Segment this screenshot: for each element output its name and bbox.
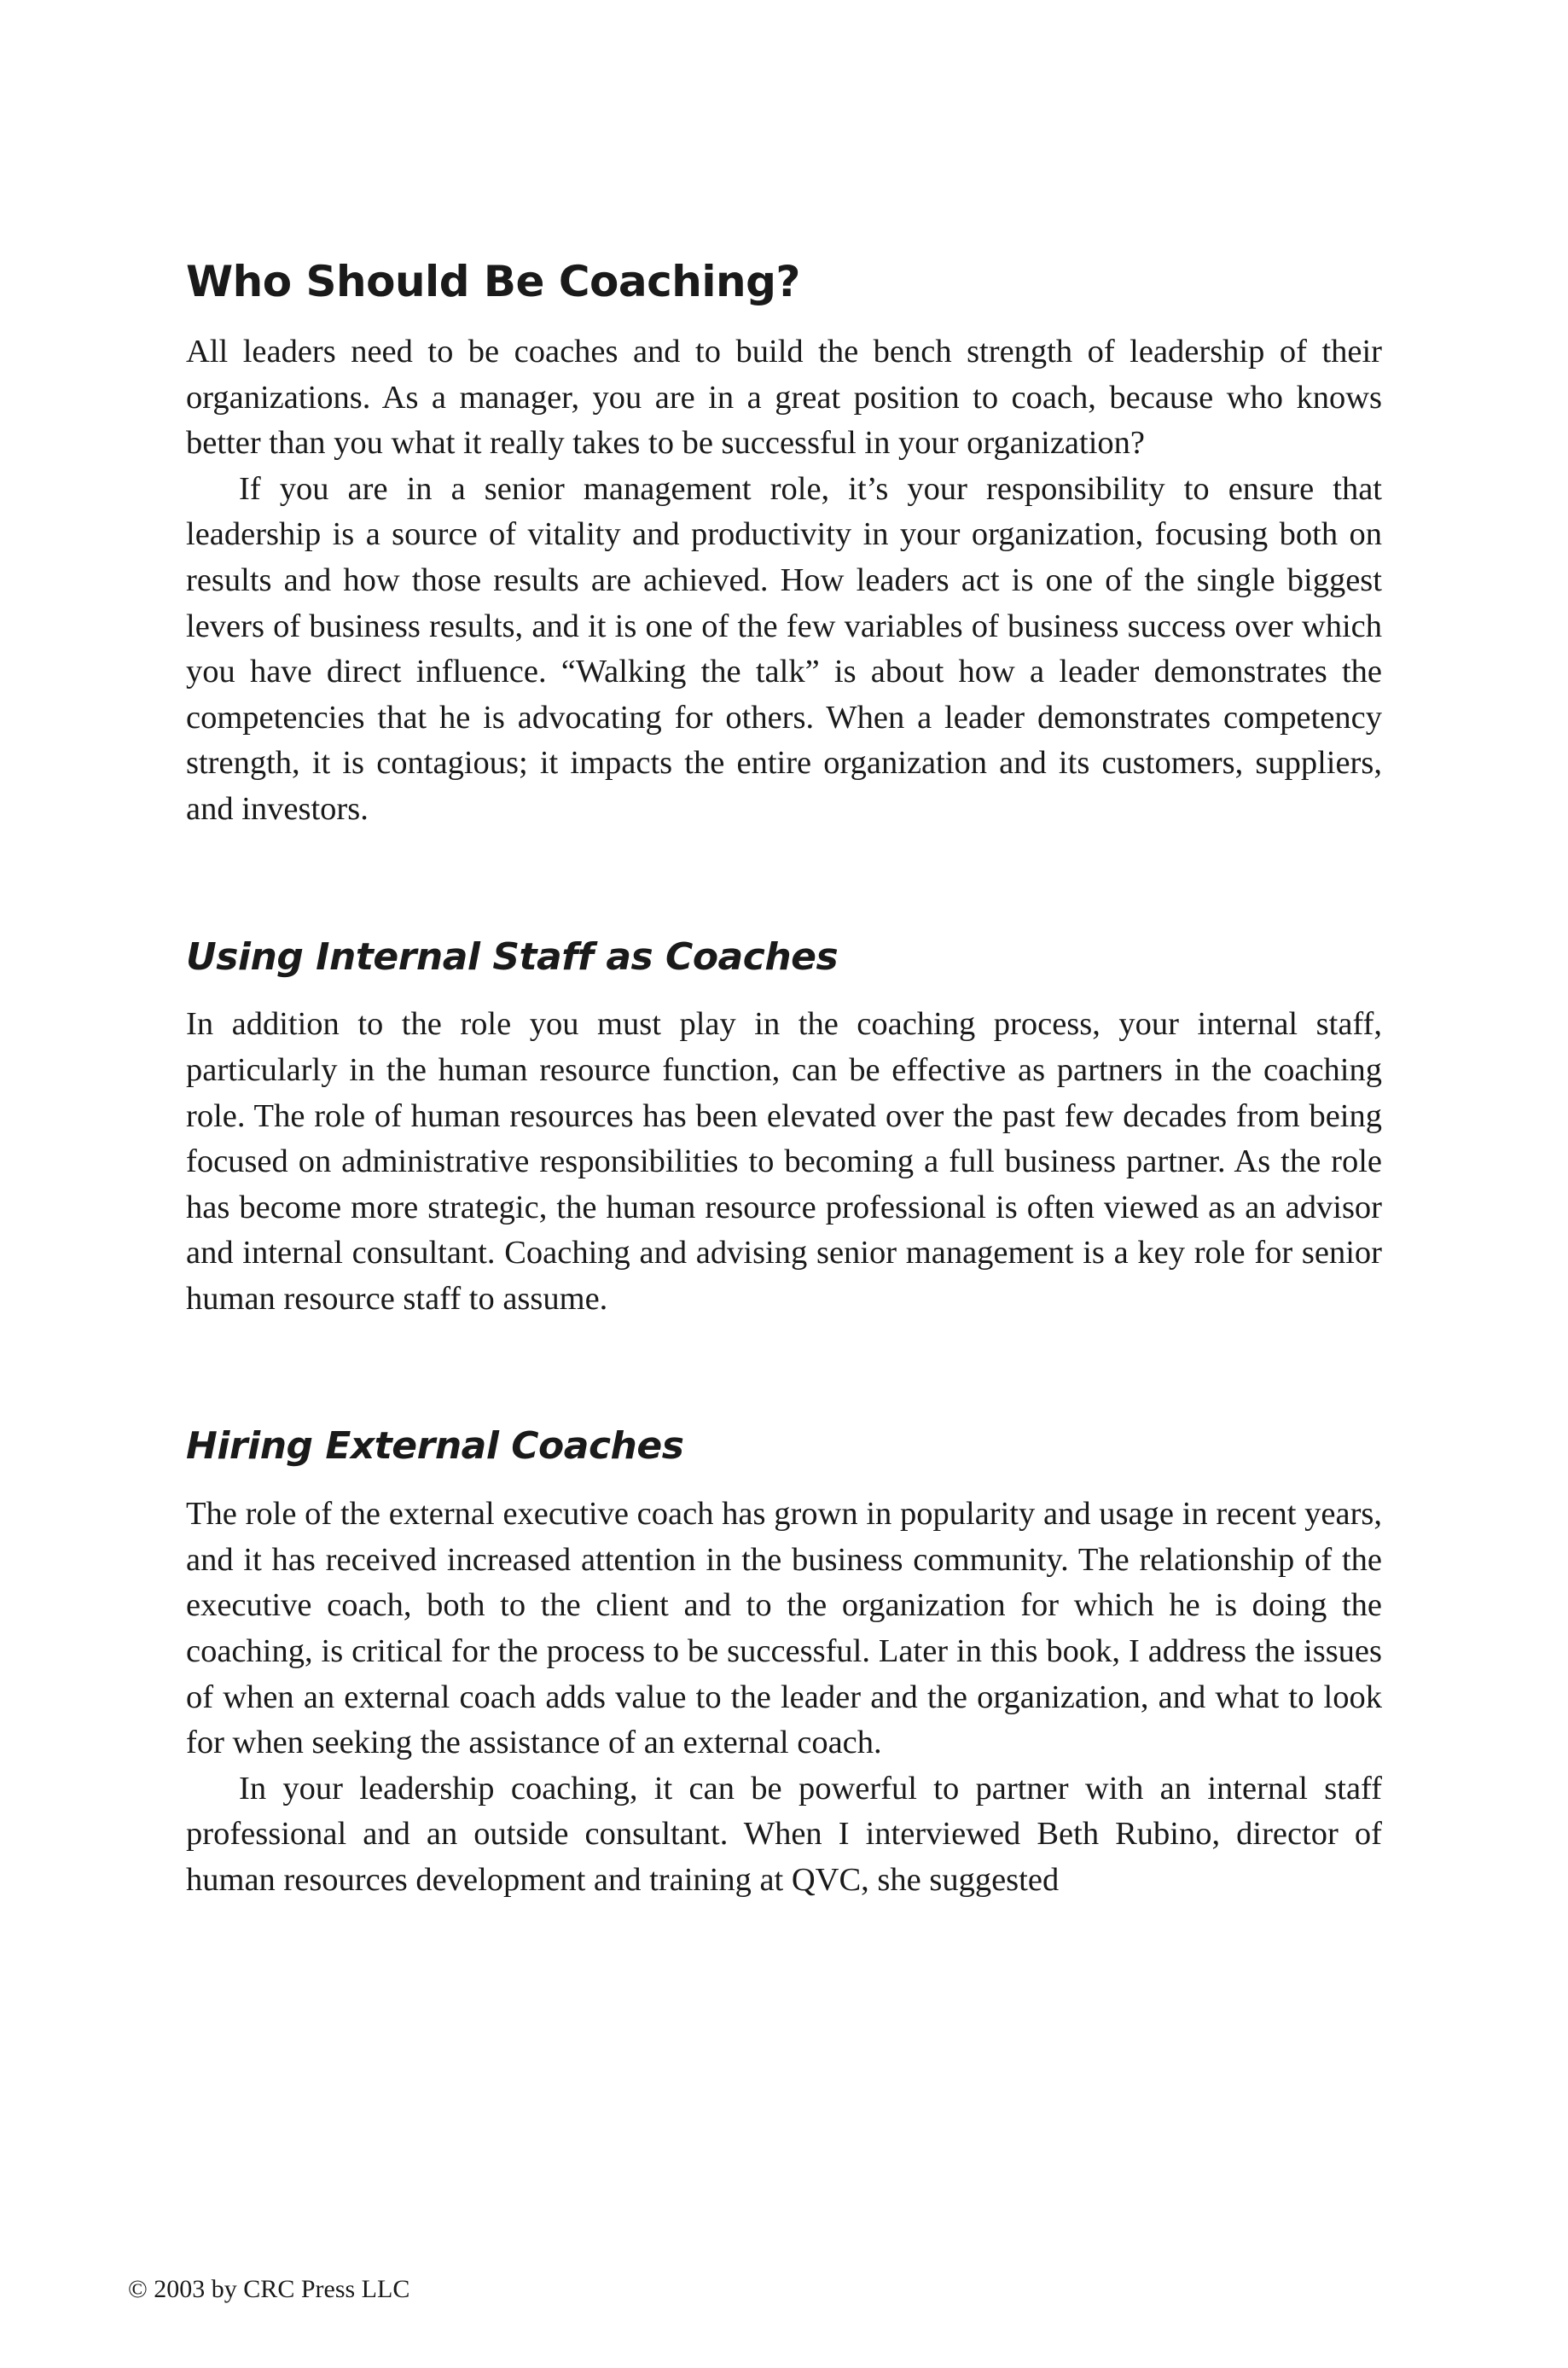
paragraph: The role of the external executive coach has grown in popularity and usage in recent years, and it has received increased attention in the business community. The relationship of the executive coach, both to the client and to the organization for which he is doing the coaching, is critical for the process to be successful. Later in this book, I address the issues of when an external coach adds value to the leader and the organization, and what to look for when seeking the assistance of an external coach. — [186, 1496, 1382, 1761]
paragraph: In your leadership coaching, it can be powerful to partner with an internal staff professional and an outside consultant. When I interviewed Beth Rubino, director of human resources development and training at QVC, she suggested — [186, 1770, 1382, 1899]
section-title-who-should-be-coaching: Who Should Be Coaching? — [186, 257, 800, 306]
subsection-title-internal-staff: Using Internal Staff as Coaches — [186, 934, 839, 979]
spacer — [186, 1322, 1382, 1424]
copyright-footer: © 2003 by CRC Press LLC — [128, 2275, 410, 2303]
page-content — [186, 256, 1382, 1904]
paragraph: If you are in a senior management role, it’s your responsibility to ensure that leadership is a source of vitality and productivity in your organization, focusing both on results and how those results are achieved. How leaders act is one of the single biggest levers of business results, and it is one of the few variables of business success over which you have direct influence. “Walking the talk” is about how a leader demonstrates the competencies that he is advocating for others. When a leader demonstrates competency strength, it is contagious; it impacts the entire organization and its customers, suppliers, and investors. — [186, 470, 1382, 827]
paragraph: In addition to the role you must play in the coaching process, your internal staff, particularly in the human resource function, can be effective as partners in the coaching role. The role of human resources has been elevated over the past few decades from being focused on administrative responsibilities to becoming a full business partner. As the role has become more strategic, the human resource professional is often viewed as an advisor and internal consultant. Coaching and advising senior management is a key role for senior human resource staff to assume. — [186, 1006, 1382, 1317]
spacer — [186, 833, 1382, 935]
paragraph: All leaders need to be coaches and to build the bench strength of leadership of their organizations. As a manager, you are in a great position to coach, because who knows better than you what it really takes to be successful in your organization? — [186, 334, 1382, 462]
subsection-title-external-coaches: Hiring External Coaches — [186, 1424, 684, 1469]
